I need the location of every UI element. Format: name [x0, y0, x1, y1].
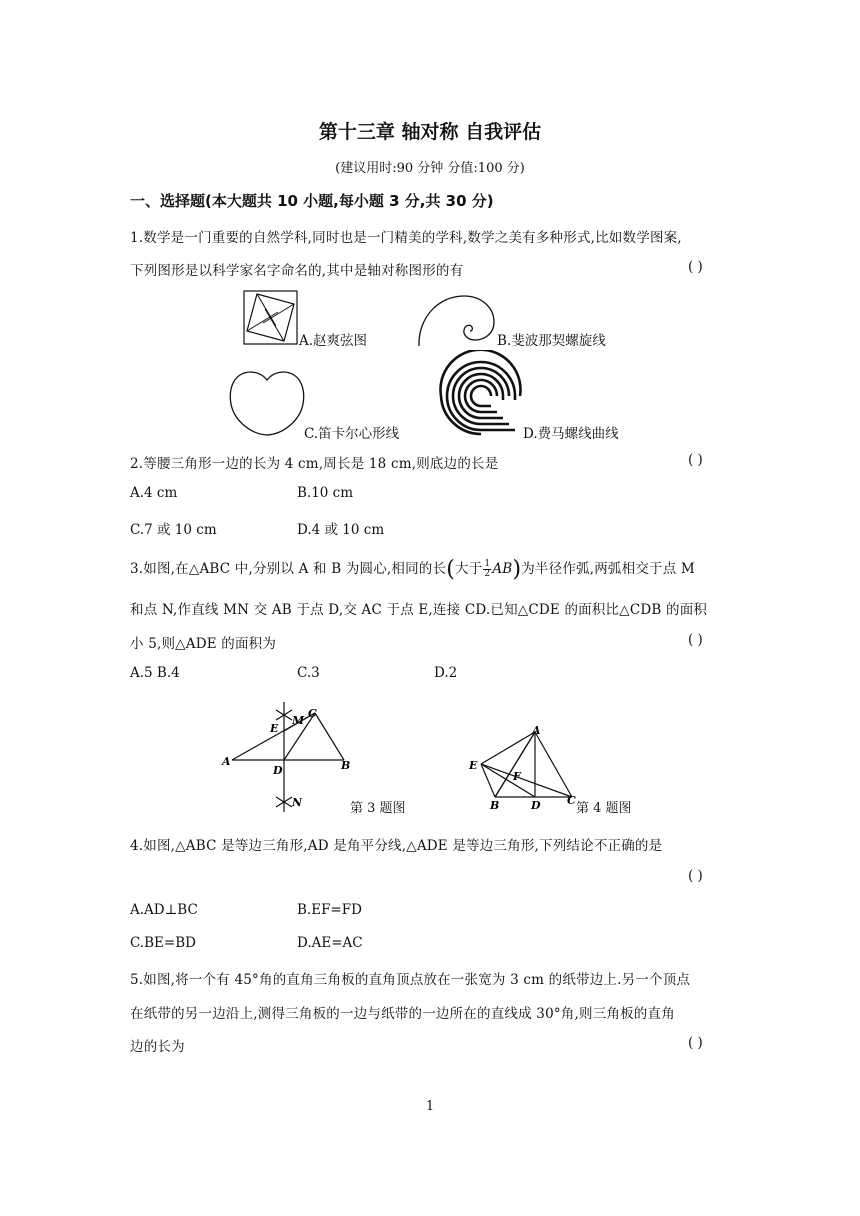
- q3-frac-den: 2: [484, 569, 491, 579]
- q4-option-b: B.EF=FD: [297, 902, 362, 918]
- q5-line1: 5.如图,将一个有 45°角的直角三角板的直角顶点放在一张宽为 3 cm 的纸带边上.另一个顶点: [130, 972, 691, 988]
- q3-fraction: [483, 560, 491, 579]
- q3-line3: 小 5,则△ADE 的面积为: [130, 636, 277, 652]
- fig4-label-a: A: [532, 724, 541, 737]
- page-title: 第十三章 轴对称 自我评估: [318, 121, 542, 143]
- fig4-label-d: D: [531, 799, 541, 812]
- q2-option-d: D.4 或 10 cm: [297, 522, 385, 538]
- q4-answer-paren: ( ): [688, 868, 703, 884]
- fig4-label-c: C: [567, 794, 576, 807]
- q2-option-b: B.10 cm: [297, 485, 354, 501]
- q3-line2: 和点 N,作直线 MN 交 AB 于点 D,交 AC 于点 E,连接 CD.已知△CDE 的面积比△CDB 的面积: [130, 602, 708, 618]
- q2-line1: 2.等腰三角形一边的长为 4 cm,周长是 18 cm,则底边的长是: [130, 456, 499, 472]
- zhaoshuang-figure: [243, 290, 299, 346]
- q3-paren-open: (: [446, 557, 456, 582]
- q3-frac-tail: AB: [492, 561, 513, 577]
- q4-option-c: C.BE=BD: [130, 935, 196, 951]
- q4-option-d: D.AE=AC: [297, 935, 363, 951]
- q1-option-b: B.斐波那契螺旋线: [497, 333, 606, 349]
- cardioid-figure: [228, 368, 306, 438]
- q3-answer-paren: ( ): [688, 632, 703, 648]
- q3-option-c: C.3: [297, 665, 320, 681]
- q3-line1: [130, 557, 695, 582]
- fig4-caption: 第 4 题图: [576, 801, 632, 816]
- q1-option-a: A.赵爽弦图: [299, 333, 368, 349]
- fig3-label-e: E: [270, 722, 279, 735]
- fig3-label-b: B: [341, 759, 351, 772]
- q3-option-d: D.2: [434, 665, 458, 681]
- fig3-label-a: A: [222, 755, 231, 768]
- q4-line1: 4.如图,△ABC 是等边三角形,AD 是角平分线,△ADE 是等边三角形,下列结论不正确的是: [130, 838, 663, 854]
- section-heading: 一、选择题(本大题共 10 小题,每小题 3 分,共 30 分): [130, 192, 494, 210]
- q1-answer-paren: ( ): [688, 259, 703, 275]
- q3-line1-start: 3.如图,在△ABC 中,分别以 A 和 B 为圆心,相同的长: [130, 561, 447, 577]
- q2-answer-paren: ( ): [688, 452, 703, 468]
- q3-paren-close: ): [512, 557, 522, 582]
- q3-line1-end: 为半径作弧,两弧相交于点 M: [521, 561, 695, 577]
- figure-4: [465, 722, 580, 812]
- fig3-label-c: C: [308, 707, 317, 720]
- q1-option-c: C.笛卡尔心形线: [304, 426, 400, 442]
- figure-3: [220, 698, 370, 816]
- q3-option-ab: A.5 B.4: [130, 665, 180, 681]
- q2-option-a: A.4 cm: [130, 485, 178, 501]
- fibonacci-spiral-figure: [412, 290, 498, 348]
- q1-line1: 1.数学是一门重要的自然学科,同时也是一门精美的学科,数学之美有多种形式,比如数学图案,: [130, 230, 682, 246]
- fig4-label-f: F: [513, 770, 521, 783]
- q5-answer-paren: ( ): [688, 1035, 703, 1051]
- q5-line3: 边的长为: [130, 1039, 185, 1055]
- fig4-label-e: E: [469, 759, 478, 772]
- q4-option-a: A.AD⊥BC: [130, 902, 198, 918]
- fig3-label-n: N: [292, 796, 303, 809]
- q3-frac-word: 大于: [455, 561, 483, 577]
- fig4-label-b: B: [490, 799, 500, 812]
- q2-option-c: C.7 或 10 cm: [130, 522, 217, 538]
- fig3-caption: 第 3 题图: [350, 801, 406, 816]
- fermat-spiral-figure: [438, 350, 524, 436]
- page-number: 1: [425, 1099, 435, 1114]
- q3-frac-num: 1: [484, 559, 491, 569]
- page-subtitle: (建议用时:90 分钟 分值:100 分): [335, 161, 525, 176]
- fig3-label-d: D: [273, 764, 283, 777]
- q5-line2: 在纸带的另一边沿上,测得三角板的一边与纸带的一边所在的直线成 30°角,则三角板的直角: [130, 1006, 675, 1022]
- q1-line2: 下列图形是以科学家名字命名的,其中是轴对称图形的有: [130, 263, 464, 279]
- q1-option-d: D.费马螺线曲线: [523, 426, 619, 442]
- fig3-label-m: M: [292, 714, 305, 727]
